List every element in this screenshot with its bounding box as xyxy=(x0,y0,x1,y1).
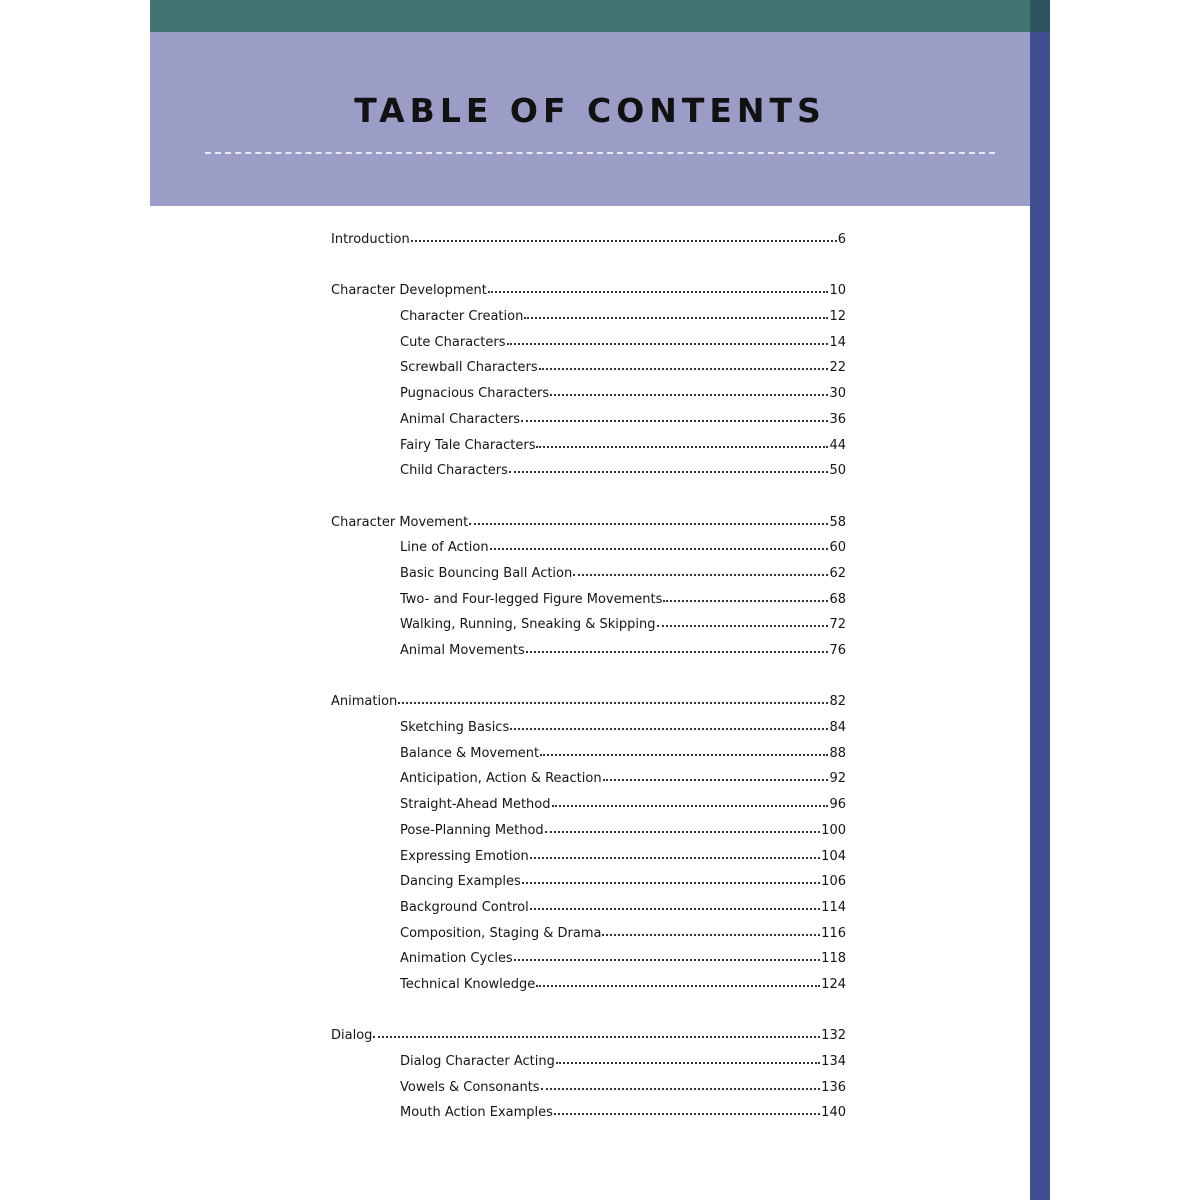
toc-dot-leader xyxy=(539,368,829,370)
toc-dot-leader xyxy=(398,702,828,704)
toc-entry-label: Child Characters xyxy=(400,463,508,479)
toc-subsection-entry[interactable] xyxy=(331,438,846,464)
toc-page-number: 132 xyxy=(821,1028,846,1044)
toc-dot-leader xyxy=(536,446,828,448)
toc-entry-label: Straight-Ahead Method xyxy=(400,797,551,813)
toc-section-entry[interactable] xyxy=(331,1028,846,1054)
toc-dot-leader xyxy=(540,754,828,756)
toc-subsection-entry[interactable] xyxy=(331,463,846,489)
toc-entry-label: Sketching Basics xyxy=(400,720,510,736)
toc-page-number: 124 xyxy=(821,976,846,992)
toc-subsection-entry[interactable] xyxy=(331,823,846,849)
toc-section-entry[interactable] xyxy=(331,283,846,309)
toc-entry-label: Basic Bouncing Ball Action xyxy=(400,565,573,581)
title-dashed-rule xyxy=(205,152,995,154)
page-title: TABLE OF CONTENTS xyxy=(354,91,826,130)
toc-entry-label: Animation Cycles xyxy=(400,951,513,967)
toc-dot-leader xyxy=(521,420,828,422)
toc-page-number: 58 xyxy=(829,514,846,530)
toc-page-number: 12 xyxy=(829,309,846,325)
toc-entry-label: Screwball Characters xyxy=(400,360,538,376)
toc-section-entry[interactable] xyxy=(331,515,846,541)
toc-entry-label: Pose-Planning Method xyxy=(400,822,544,838)
toc-page-number: 6 xyxy=(837,232,846,247)
toc-dot-leader xyxy=(552,805,829,807)
toc-page-number: 14 xyxy=(829,334,846,350)
toc-subsection-entry[interactable] xyxy=(331,720,846,746)
toc-page-number: 104 xyxy=(821,848,846,864)
toc-subsection-entry[interactable] xyxy=(331,746,846,772)
toc-dot-leader xyxy=(657,625,829,627)
toc-subsection-entry[interactable] xyxy=(331,797,846,823)
toc-entry-label: Introduction xyxy=(331,232,410,247)
toc-page-number: 134 xyxy=(821,1054,846,1069)
toc-dot-leader xyxy=(522,882,820,884)
toc-entry-label: Background Control xyxy=(400,899,529,915)
toc-entry-label: Technical Knowledge xyxy=(400,976,536,992)
toc-dot-leader xyxy=(550,394,828,396)
toc-entry-label: Pugnacious Characters xyxy=(400,386,550,402)
toc-entry-label: Character Creation xyxy=(400,309,524,325)
toc-subsection-entry[interactable] xyxy=(331,592,846,618)
toc-subsection-entry[interactable] xyxy=(331,1080,846,1106)
toc-page-number: 68 xyxy=(829,591,846,607)
toc-subsection-entry[interactable] xyxy=(331,412,846,438)
toc-subsection-entry[interactable] xyxy=(331,900,846,926)
toc-dot-leader xyxy=(530,857,820,859)
toc-entry-label: Character Development xyxy=(331,283,487,299)
toc-dot-leader xyxy=(541,1088,821,1090)
toc-subsection-entry[interactable] xyxy=(331,771,846,797)
toc-entry-label: Mouth Action Examples xyxy=(400,1105,553,1121)
book-spine-top xyxy=(1030,0,1050,32)
toc-subsection-entry[interactable] xyxy=(331,874,846,900)
toc-subsection-entry[interactable] xyxy=(331,309,846,335)
toc-entry-label: Animal Characters xyxy=(400,411,521,427)
toc-dot-leader xyxy=(663,600,828,602)
toc-entry-label: Composition, Staging & Drama xyxy=(400,925,602,941)
toc-dot-leader xyxy=(556,1062,820,1064)
toc-subsection-entry[interactable] xyxy=(331,643,846,669)
toc-dot-leader xyxy=(411,240,837,242)
toc-subsection-entry[interactable] xyxy=(331,849,846,875)
toc-subsection-entry[interactable] xyxy=(331,1054,846,1080)
toc-dot-leader xyxy=(526,651,829,653)
toc-entry-label: Walking, Running, Sneaking & Skipping xyxy=(400,617,656,633)
toc-dot-leader xyxy=(510,728,828,730)
toc-page-number: 116 xyxy=(821,925,846,941)
toc-page-number: 62 xyxy=(829,565,846,581)
toc-subsection-entry[interactable] xyxy=(331,540,846,566)
toc-entry-label: Anticipation, Action & Reaction xyxy=(400,771,602,787)
book-spine xyxy=(1030,0,1050,1200)
toc-dot-leader xyxy=(509,471,829,473)
toc-dot-leader xyxy=(490,548,829,550)
toc-dot-leader xyxy=(602,934,820,936)
toc-section-entry[interactable] xyxy=(331,232,846,258)
toc-dot-leader xyxy=(603,779,829,781)
toc-entry-label: Fairy Tale Characters xyxy=(400,437,536,453)
toc-page-number: 92 xyxy=(829,771,846,787)
toc-dot-leader xyxy=(554,1113,820,1115)
toc-entry-label: Vowels & Consonants xyxy=(400,1079,540,1095)
toc-dot-leader xyxy=(545,831,820,833)
toc-page-number: 100 xyxy=(821,822,846,838)
toc-page-number: 72 xyxy=(829,617,846,633)
toc-page-number: 36 xyxy=(829,411,846,427)
toc-page-number: 84 xyxy=(829,720,846,736)
toc-subsection-entry[interactable] xyxy=(331,617,846,643)
toc-entry-label: Dialog Character Acting xyxy=(400,1054,555,1069)
toc-entry-label: Cute Characters xyxy=(400,334,506,350)
toc-page-number: 88 xyxy=(829,745,846,761)
toc-subsection-entry[interactable] xyxy=(331,951,846,977)
toc-page-number: 96 xyxy=(829,797,846,813)
toc-subsection-entry[interactable] xyxy=(331,360,846,386)
toc-subsection-entry[interactable] xyxy=(331,926,846,952)
toc-entry-label: Animal Movements xyxy=(400,643,525,658)
toc-entry-label: Expressing Emotion xyxy=(400,848,529,864)
toc-page-number: 136 xyxy=(821,1079,846,1095)
toc-dot-leader xyxy=(373,1036,820,1038)
table-of-contents xyxy=(331,232,846,1131)
toc-entry-label: Balance & Movement xyxy=(400,745,540,761)
toc-page-number: 44 xyxy=(829,437,846,453)
toc-subsection-entry[interactable] xyxy=(331,386,846,412)
toc-dot-leader xyxy=(530,908,820,910)
toc-dot-leader xyxy=(514,959,820,961)
toc-page-number: 22 xyxy=(829,360,846,376)
toc-page-number: 118 xyxy=(821,951,846,967)
toc-page-number: 10 xyxy=(829,283,846,299)
toc-entry-label: Animation xyxy=(331,694,398,710)
toc-dot-leader xyxy=(507,343,829,345)
toc-page-number: 60 xyxy=(829,540,846,556)
toc-entry-label: Line of Action xyxy=(400,540,489,556)
toc-page-number: 114 xyxy=(821,899,846,915)
toc-page-number: 30 xyxy=(829,386,846,402)
toc-dot-leader xyxy=(488,291,829,293)
toc-section-entry[interactable] xyxy=(331,694,846,720)
top-color-band xyxy=(150,0,1030,32)
toc-subsection-entry[interactable] xyxy=(331,1105,846,1131)
toc-entry-label: Dialog xyxy=(331,1028,373,1044)
toc-entry-label: Dancing Examples xyxy=(400,874,521,890)
toc-page-number: 140 xyxy=(821,1105,846,1121)
toc-dot-leader xyxy=(524,317,828,319)
toc-page-number: 82 xyxy=(829,694,846,710)
toc-subsection-entry[interactable] xyxy=(331,977,846,1003)
toc-subsection-entry[interactable] xyxy=(331,566,846,592)
toc-subsection-entry[interactable] xyxy=(331,335,846,361)
toc-dot-leader xyxy=(573,574,828,576)
toc-page-number: 50 xyxy=(829,463,846,479)
toc-page-number: 106 xyxy=(821,874,846,890)
toc-page-number: 76 xyxy=(829,643,846,658)
toc-entry-label: Character Movement xyxy=(331,514,469,530)
toc-entry-label: Two- and Four-legged Figure Movements xyxy=(400,591,663,607)
toc-dot-leader xyxy=(469,523,828,525)
toc-dot-leader xyxy=(536,985,820,987)
